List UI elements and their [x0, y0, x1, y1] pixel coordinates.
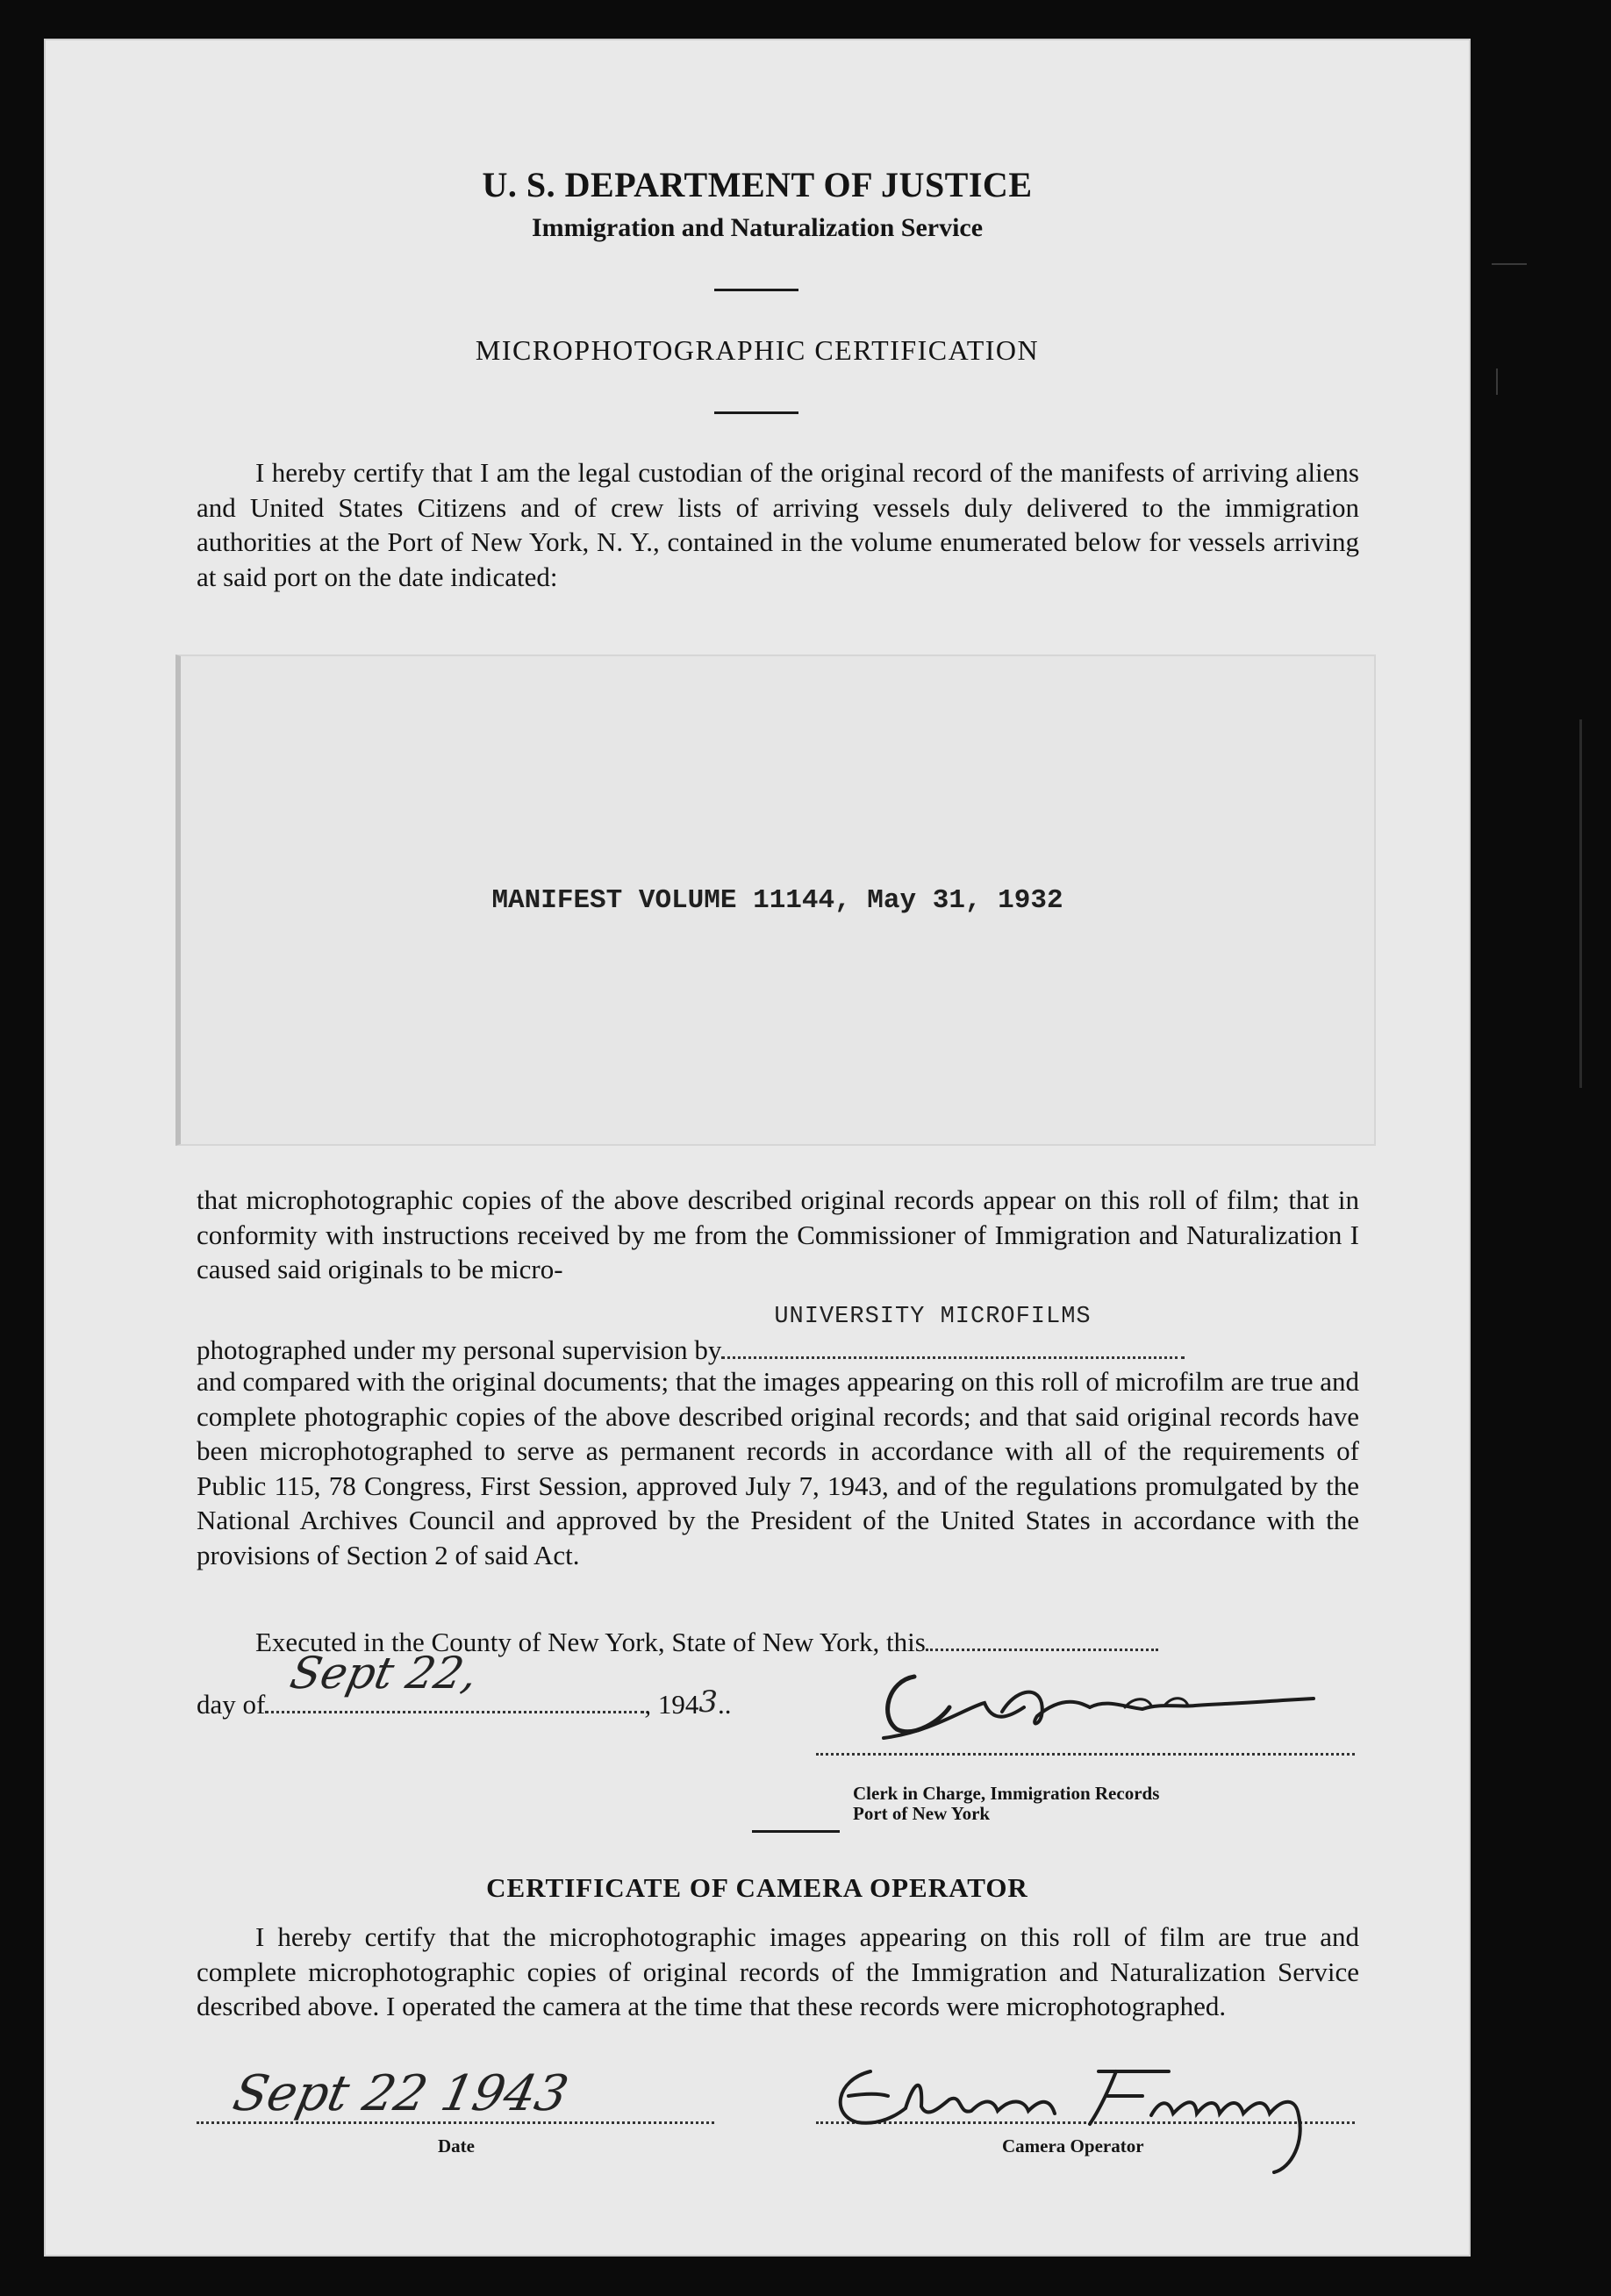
- film-edge-mark: [1492, 263, 1527, 265]
- manifest-insert: [175, 654, 1376, 1146]
- clerk-signature-line: [816, 1751, 1355, 1756]
- day-of-line: [197, 1648, 732, 1721]
- camera-operator-title: CERTIFICATE OF CAMERA OPERATOR: [486, 1872, 1028, 1903]
- camera-operator-paragraph: I hereby certify that the microphotographic images appearing on this roll of film are true and complete microphotographic copies of original records of the Immigration and Naturalization Service described above. I operated the camera at the time that these records were microphotographed.: [197, 1921, 1359, 2022]
- executed-text: Executed in the County of New York, State of New York, this: [255, 1627, 926, 1657]
- film-edge-mark: [1579, 719, 1582, 1088]
- year-dots: ..: [717, 1689, 732, 1720]
- supervisor-field: [721, 1304, 1185, 1359]
- body-paragraph-part1: that microphotographic copies of the above described original records appear on this roll of film; that in conformity with instructions received by me from the Commissioner of Immigration and Naturalization I caused said originals to be micro-: [197, 1184, 1359, 1285]
- handwritten-year-digit: 3: [698, 1684, 718, 1720]
- service-subheading: Immigration and Naturalization Service: [531, 213, 984, 242]
- certificate-page: [44, 39, 1471, 2257]
- manifest-volume-text: MANIFEST VOLUME 11144, May 31, 1932: [491, 884, 1063, 916]
- handwritten-day: Sept 22,: [286, 1648, 483, 1699]
- executed-blank: [926, 1627, 1158, 1651]
- day-field: [265, 1648, 644, 1713]
- camera-operator-signature: [818, 2045, 1362, 2177]
- divider-rule: [714, 411, 798, 414]
- body-paragraph-part2: and compared with the original documents; that the images appearing on this roll of microfilm are true and complete photographic copies of the above described original records; and that said original records have been microphotographed to serve as permanent records in accordance with all of the requirements of Public 115, 78 Congress, First Session, approved July 7, 1943, and of the regulations promulgated by the National Archives Council and approved by the President of the United States in accordance with the provisions of Section 2 of said Act.: [197, 1366, 1359, 1570]
- certification-title: MICROPHOTOGRAPHIC CERTIFICATION: [475, 334, 1040, 366]
- supervision-line: [197, 1304, 1359, 1366]
- supervisor-name: UNIVERSITY MICROFILMS: [774, 1304, 1092, 1330]
- handwritten-date: Sept 22 1943: [228, 2065, 574, 2122]
- divider-rule: [752, 1830, 840, 1833]
- supervision-prefix: photographed under my personal supervision by: [197, 1334, 722, 1365]
- clerk-title: Clerk in Charge, Immigration Records: [853, 1783, 1160, 1804]
- clerk-port: Port of New York: [853, 1803, 991, 1824]
- date-label: Date: [438, 2135, 475, 2157]
- film-edge-mark: [1496, 368, 1498, 395]
- year-prefix: , 194: [644, 1689, 699, 1720]
- divider-rule: [714, 289, 798, 291]
- intro-paragraph: I hereby certify that I am the legal custodian of the original record of the manifests of arriving aliens and United States Citizens and of crew lists of arriving vessels duly delivered to the immigration authorities at the Port of New York, N. Y., contained in the volume enumerated below for vessels arriving at said port on the date indicated:: [197, 457, 1359, 592]
- day-of-label: day of: [197, 1689, 266, 1720]
- operator-label: Camera Operator: [1002, 2135, 1144, 2157]
- department-heading: U. S. DEPARTMENT OF JUSTICE: [482, 165, 1033, 204]
- clerk-signature: [862, 1655, 1318, 1751]
